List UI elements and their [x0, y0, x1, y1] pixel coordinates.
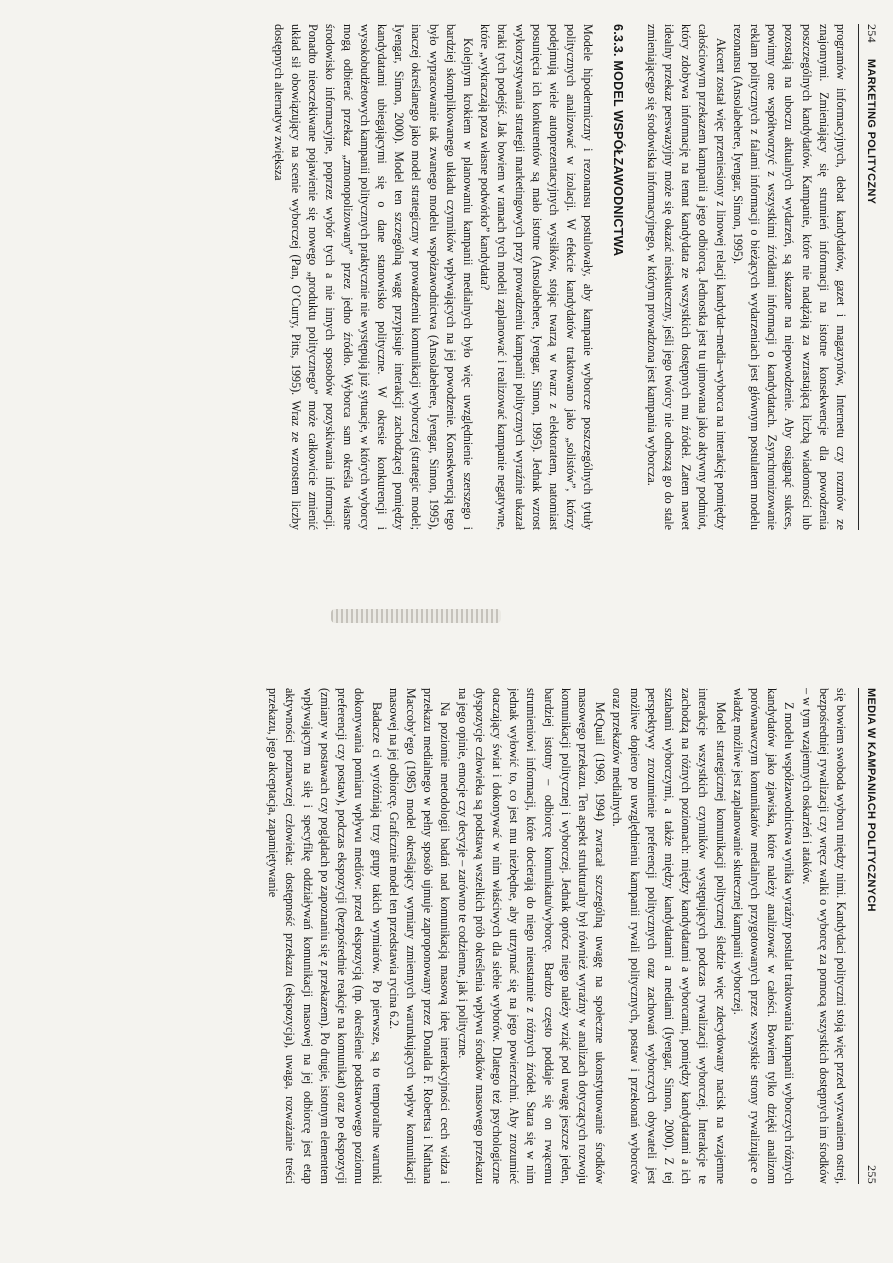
right-running-head: MEDIA W KAMPANIACH POLITYCZNYCH [865, 688, 877, 912]
paragraph: McQuail (1969, 1994) zwracał szczególną uwagę na społeczne ukonstytuowanie środków masowego przekazu. Ten aspekt strukturalny był również wyraźny w analizach dotyczących rozwoju komunikacji politycznej i wyborczej. Jednak oprócz niego należy wziąć pod uwagę jeszcze jeden, bardziej istotny – odbiorcę komunikatu/wyborcę. Bardzo często poddaje się on rwącemu strumieniowi informacji, które docierają do niego nieustannie z różnych źródeł. Stara się w nim jednak wyłowić to, co jest mu niezbędne, aby utrzymać się na jego powierzchni. Aby zrozumieć otaczający świat i dokonywać w nim właściwych dla siebie wyborów. Dlatego też psychologiczne dyspozycje człowieka są podstawą wszelkich prób określenia wpływu środków masowego przekazu na jego opinie, emocje czy decyzje – zarówno te codzienne, jak i polityczne. [455, 688, 608, 1184]
right-page-number: 255 [865, 1165, 879, 1184]
right-page-header [861, 688, 879, 1184]
left-page-number: 254 [865, 24, 879, 43]
paragraph: Badacze ci wyróżniają trzy grupy takich wymiarów. Po pierwsze, są to temporalne warunki dokonywania pomiaru wpływu mediów: przed ekspozycją (np. określenie podstawowego poziomu preferencji czy postaw), podczas ekspozycji (bezpośrednie reakcje na komunikat) oraz po ekspozycji (zmiany w postawach czy poglądach po zapoznaniu się z przekazem). Po drugie, istotnym elementem wpływającym na siłę i specyfikę oddziaływań komunikacji masowej na jej odbiorcę jest etap aktywności poznawczej człowieka: dostępność przekazu (ekspozycja), uwaga, rozważanie treści przekazu, jego akceptacja, zapamiętywanie [266, 688, 384, 1184]
section-heading: 6.3.3. MODEL WSPÓŁZAWODNICTWA [610, 24, 625, 257]
right-header-rule [858, 688, 859, 1184]
left-header-rule [858, 24, 859, 530]
left-page-header [861, 24, 879, 530]
left-running-head: MARKETING POLITYCZNY [865, 58, 877, 205]
right-page [0, 632, 893, 1232]
right-page-body [14, 688, 849, 1184]
paragraph: Z modelu współzawodnictwa wynika wyraźny postulat traktowania kampanii wyborczych różnych kandydatów jako zjawiska, które należy analizować w całości. Bowiem tylko dzięki analizom porównawczym komunikatów medialnych przygotowanych przez wszystkie strony rywalizujące o władzę możliwe jest zaplanowanie skutecznej kampanii wyborczej. [730, 688, 797, 1184]
scan-smudge [332, 609, 502, 623]
paragraph: Modele hipodermiczny i rezonansu postulowały, aby kampanie wyborcze poszczególnych tytuły politycznych analizować w izolacji. W efekcie kandydatów traktowano jako „solistów”, którzy podejmują wiele autoprezentacyjnych wysiłków, stojąc twarzą w twarz z elektoratem, natomiast posunięcia ich konkurentów są mało istotne (Ansolabehere, Iyengar, Simon, 1995). Jednak wzrost wykorzystywania strategii marketingowych przy prowadzeniu kampanii politycznych wyraźnie ukazał braki tych podejść. Jak bowiem w ramach tych modeli zaplanować i realizować kampanie negatywne, które „wykraczają poza własne podwórko” kandydata? [478, 24, 596, 530]
paragraph: się bowiem swoboda wyboru między nimi. Kandydaci polityczni stoją więc przed wyzwaniem ostrej, bezpośredniej rywalizacji czy wręcz walki o wyborcę za pomocą wszystkich dostępnych im środków – w tym wzajemnych oskarżeń i ataków. [799, 688, 848, 1184]
paragraph: Na poziomie metodologii badań nad komunikacją masową ideę interakcyjności cech widza i przekazu medialnego w pełny sposób ujmuje zaproponowany przez Donalda F. Robertsa i Nathana Maccoby’ego (1985) model określający wymiary zmiennych warunkujących wpływ komunikacji masowej na jej odbiorcę. Graficznie model ten przedstawia rycina 6.2. [386, 688, 453, 1184]
book-gutter [0, 600, 893, 632]
left-page [0, 0, 893, 600]
left-page-body [14, 24, 849, 530]
paragraph: programów informacyjnych, debat kandydatów, gazet i magazynów, Internetu czy rozmów ze znajomymi. Zmieniający się strumień informacji na istotne konsekwencje dla powodzenia poszczególnych kandydatów. Kampanie, które nie nadążają za wzrastającą liczbą wiadomości lub pozostają na uboczu aktualnych wydarzeń, są skazane na niepowodzenie. Aby osiągnąć sukces, powinny one współtworzyć z wszystkimi źródłami informacji o kandydatach. Zsynchronizowanie reklam politycznych z falami informacji o bieżących wydarzeniach jest głównym postulatem modelu rezonansu (Ansolabehere, Iyengar, Simon, 1995). [730, 24, 848, 530]
paragraph: Akcent został więc przeniesiony z linowej relacji kandydat–media–wyborca na interakcję pomiędzy całościowym przekazem kampanii a jego odbiorcą. Jednostka jest tu ujmowana jako aktywny podmiot, który zdobywa informację na temat kandydata ze wszystkich dostępnych mu źródeł. Zatem nawet idealny przekaz perswazyjny może się okazać nieskuteczny, jeśli jego twórcy nie odnoszą go do stale zmieniającego się środowiska informacyjnego, w którym prowadzona jest kampania wyborcza. [644, 24, 728, 530]
paragraph: Kolejnym krokiem w planowaniu kampanii medialnych było więc uwzględnienie szerszego i bardziej skomplikowanego układu czynników wpływających na jej powodzenie. Konsekwencją tego było wypracowanie tak zwanego modelu współzawodnictwa (Ansolabehere, Iyengar, Simon, 1995), inaczej określanego jako model strategiczny w prowadzeniu komunikacji wyborczej (strategic model; Iyengar, Simon, 2000). Model ten szczególną wagę przypisuje interakcji zachodzącej pomiędzy kandydatami ubiegającymi się o dane stanowisko polityczne. W okresie konkurencji i wysokobudżetowych kampanii politycznych praktycznie nie występują już sytuacje, w których wyborcy mogą odbierać przekaz „zmonopolizowany” przez jedno źródło. Wyborca sam określa własne środowisko informacyjne, poprzez wybór tych a nie innych sposobów pozyskiwania informacji. Ponadto nieoczekiwane pojawienie się nowego „produktu politycznego” może całkowicie zmienić układ sił obowiązujący na scenie wyborczej (Pan, O’Curry, Pitts, 1995). Wraz ze wzrostem liczby dostępnych alternatyw zwiększa [271, 24, 475, 530]
paragraph: Model strategicznej komunikacji politycznej śledzie więc zdecydowany nacisk na wzajemne interakcje wszystkich czynników występujących podczas rywalizacji wyborczej. Interakcje te zachodzą na różnych poziomach: między kandydatami a wyborcami, pomiędzy kandydatami a ich sztabami wyborczymi, a także między kandydatami a mediami (Iyengar, Simon, 2000). Z tej perspektywy zrozumienie preferencji politycznych oraz zachowań wyborczych obywateli jest możliwe dopiero po uwzględnieniu kampanii rywali politycznych, postaw i przekonań wyborców oraz przekazów medialnych. [610, 688, 728, 1184]
